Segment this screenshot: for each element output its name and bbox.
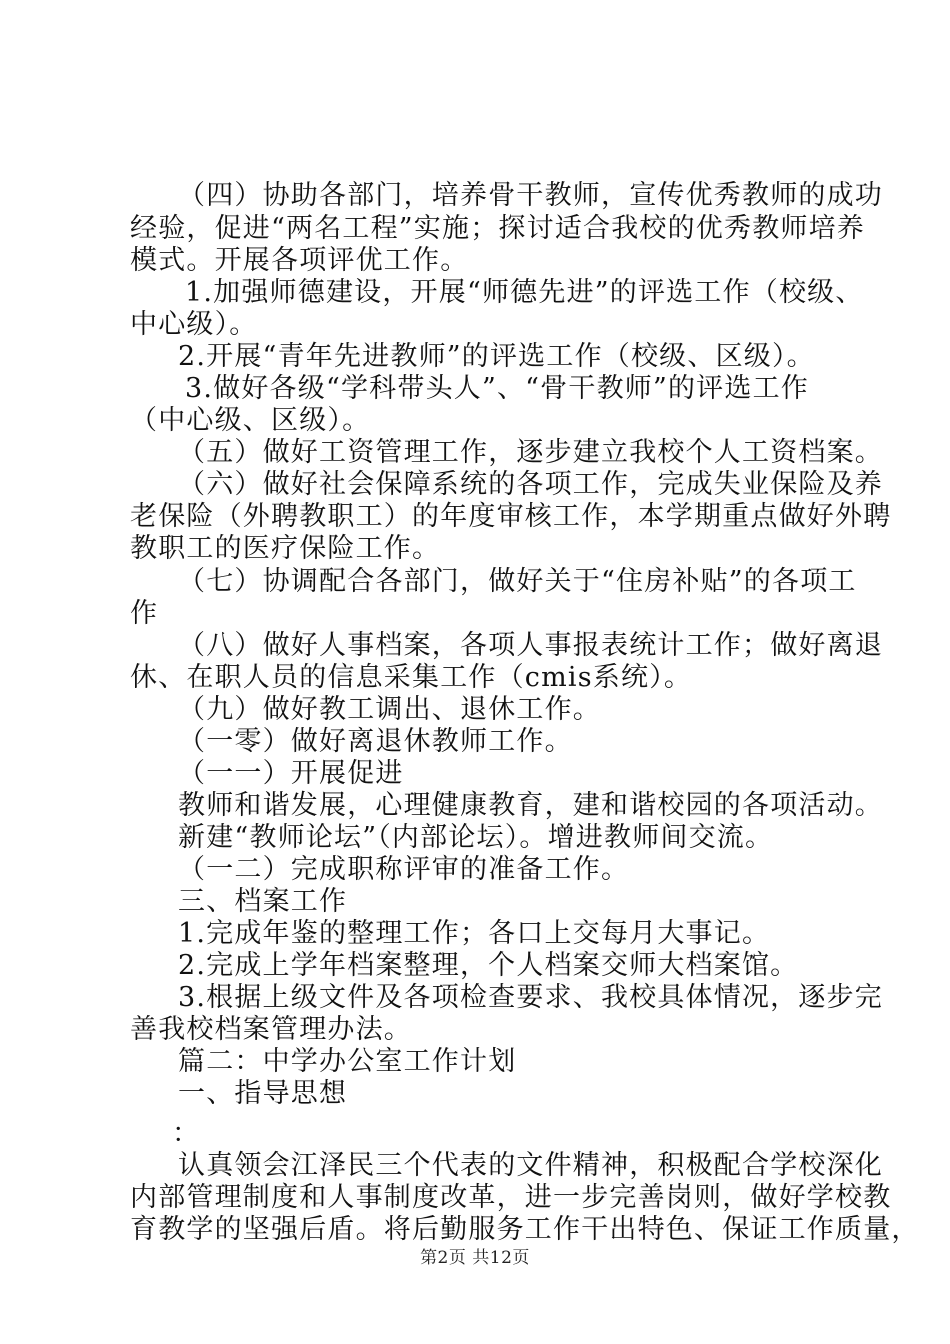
text-line: 2.完成上学年档案整理，个人档案交师大档案馆。 [178, 950, 799, 981]
section-heading: 三、档案工作 [178, 886, 348, 917]
text-line: 善我校档案管理办法。 [130, 1014, 412, 1045]
text-line: 育教学的坚强后盾。将后勤服务工作干出特色、保证工作质量， [130, 1214, 920, 1245]
text-line: （四）协助各部门，培养骨干教师，宣传优秀教师的成功 [178, 180, 883, 211]
text-line: 教职工的医疗保险工作。 [130, 533, 441, 564]
text-line: 经验，促进“两名工程”实施；探讨适合我校的优秀教师培养 [130, 213, 866, 244]
text-line: 教师和谐发展，心理健康教育，建和谐校园的各项活动。 [178, 790, 883, 821]
text-line: （一一）开展促进 [178, 758, 404, 789]
text-line: （九）做好教工调出、退休工作。 [178, 694, 601, 725]
text-line: （一零）做好离退休教师工作。 [178, 726, 573, 757]
text-line: 3.根据上级文件及各项检查要求、我校具体情况，逐步完 [178, 982, 883, 1013]
text-line: 老保险（外聘教职工）的年度审核工作，本学期重点做好外聘 [130, 501, 892, 532]
text-line: （一二）完成职称评审的准备工作。 [178, 854, 630, 885]
text-line: （六）做好社会保障系统的各项工作，完成失业保险及养 [178, 469, 883, 500]
text-line: 1.加强师德建设，开展“师德先进”的评选工作（校级、 [185, 277, 864, 308]
text-line: 模式。开展各项评优工作。 [130, 245, 469, 276]
text-line: 内部管理制度和人事制度改革，进一步完善岗则，做好学校教 [130, 1182, 892, 1213]
chapter-heading: 篇二：中学办公室工作计划 [178, 1046, 517, 1077]
text-line: 1.完成年鉴的整理工作；各口上交每月大事记。 [178, 918, 771, 949]
text-line: ： [172, 1118, 201, 1149]
text-line: （中心级、区级）。 [130, 405, 371, 436]
text-line: 3.做好各级“学科带头人”、“骨干教师”的评选工作 [185, 373, 809, 404]
text-line: 2.开展“青年先进教师”的评选工作（校级、区级）。 [178, 341, 815, 372]
section-heading: 一、指导思想 [178, 1078, 348, 1109]
text-line: 中心级）。 [130, 309, 258, 340]
text-line: 新建“教师论坛”（内部论坛）。增进教师间交流。 [178, 822, 774, 853]
text-line: 休、在职人员的信息采集工作（cmis系统）。 [130, 662, 693, 693]
text-line: （五）做好工资管理工作，逐步建立我校个人工资档案。 [178, 437, 883, 468]
text-line: （八）做好人事档案，各项人事报表统计工作；做好离退 [178, 630, 883, 661]
text-line: （七）协调配合各部门，做好关于“住房补贴”的各项工 [178, 566, 857, 597]
text-line: 认真领会江泽民三个代表的文件精神，积极配合学校深化 [178, 1150, 883, 1181]
text-line: 作 [130, 598, 159, 629]
page-footer: 第2页 共12页 [420, 1248, 530, 1268]
